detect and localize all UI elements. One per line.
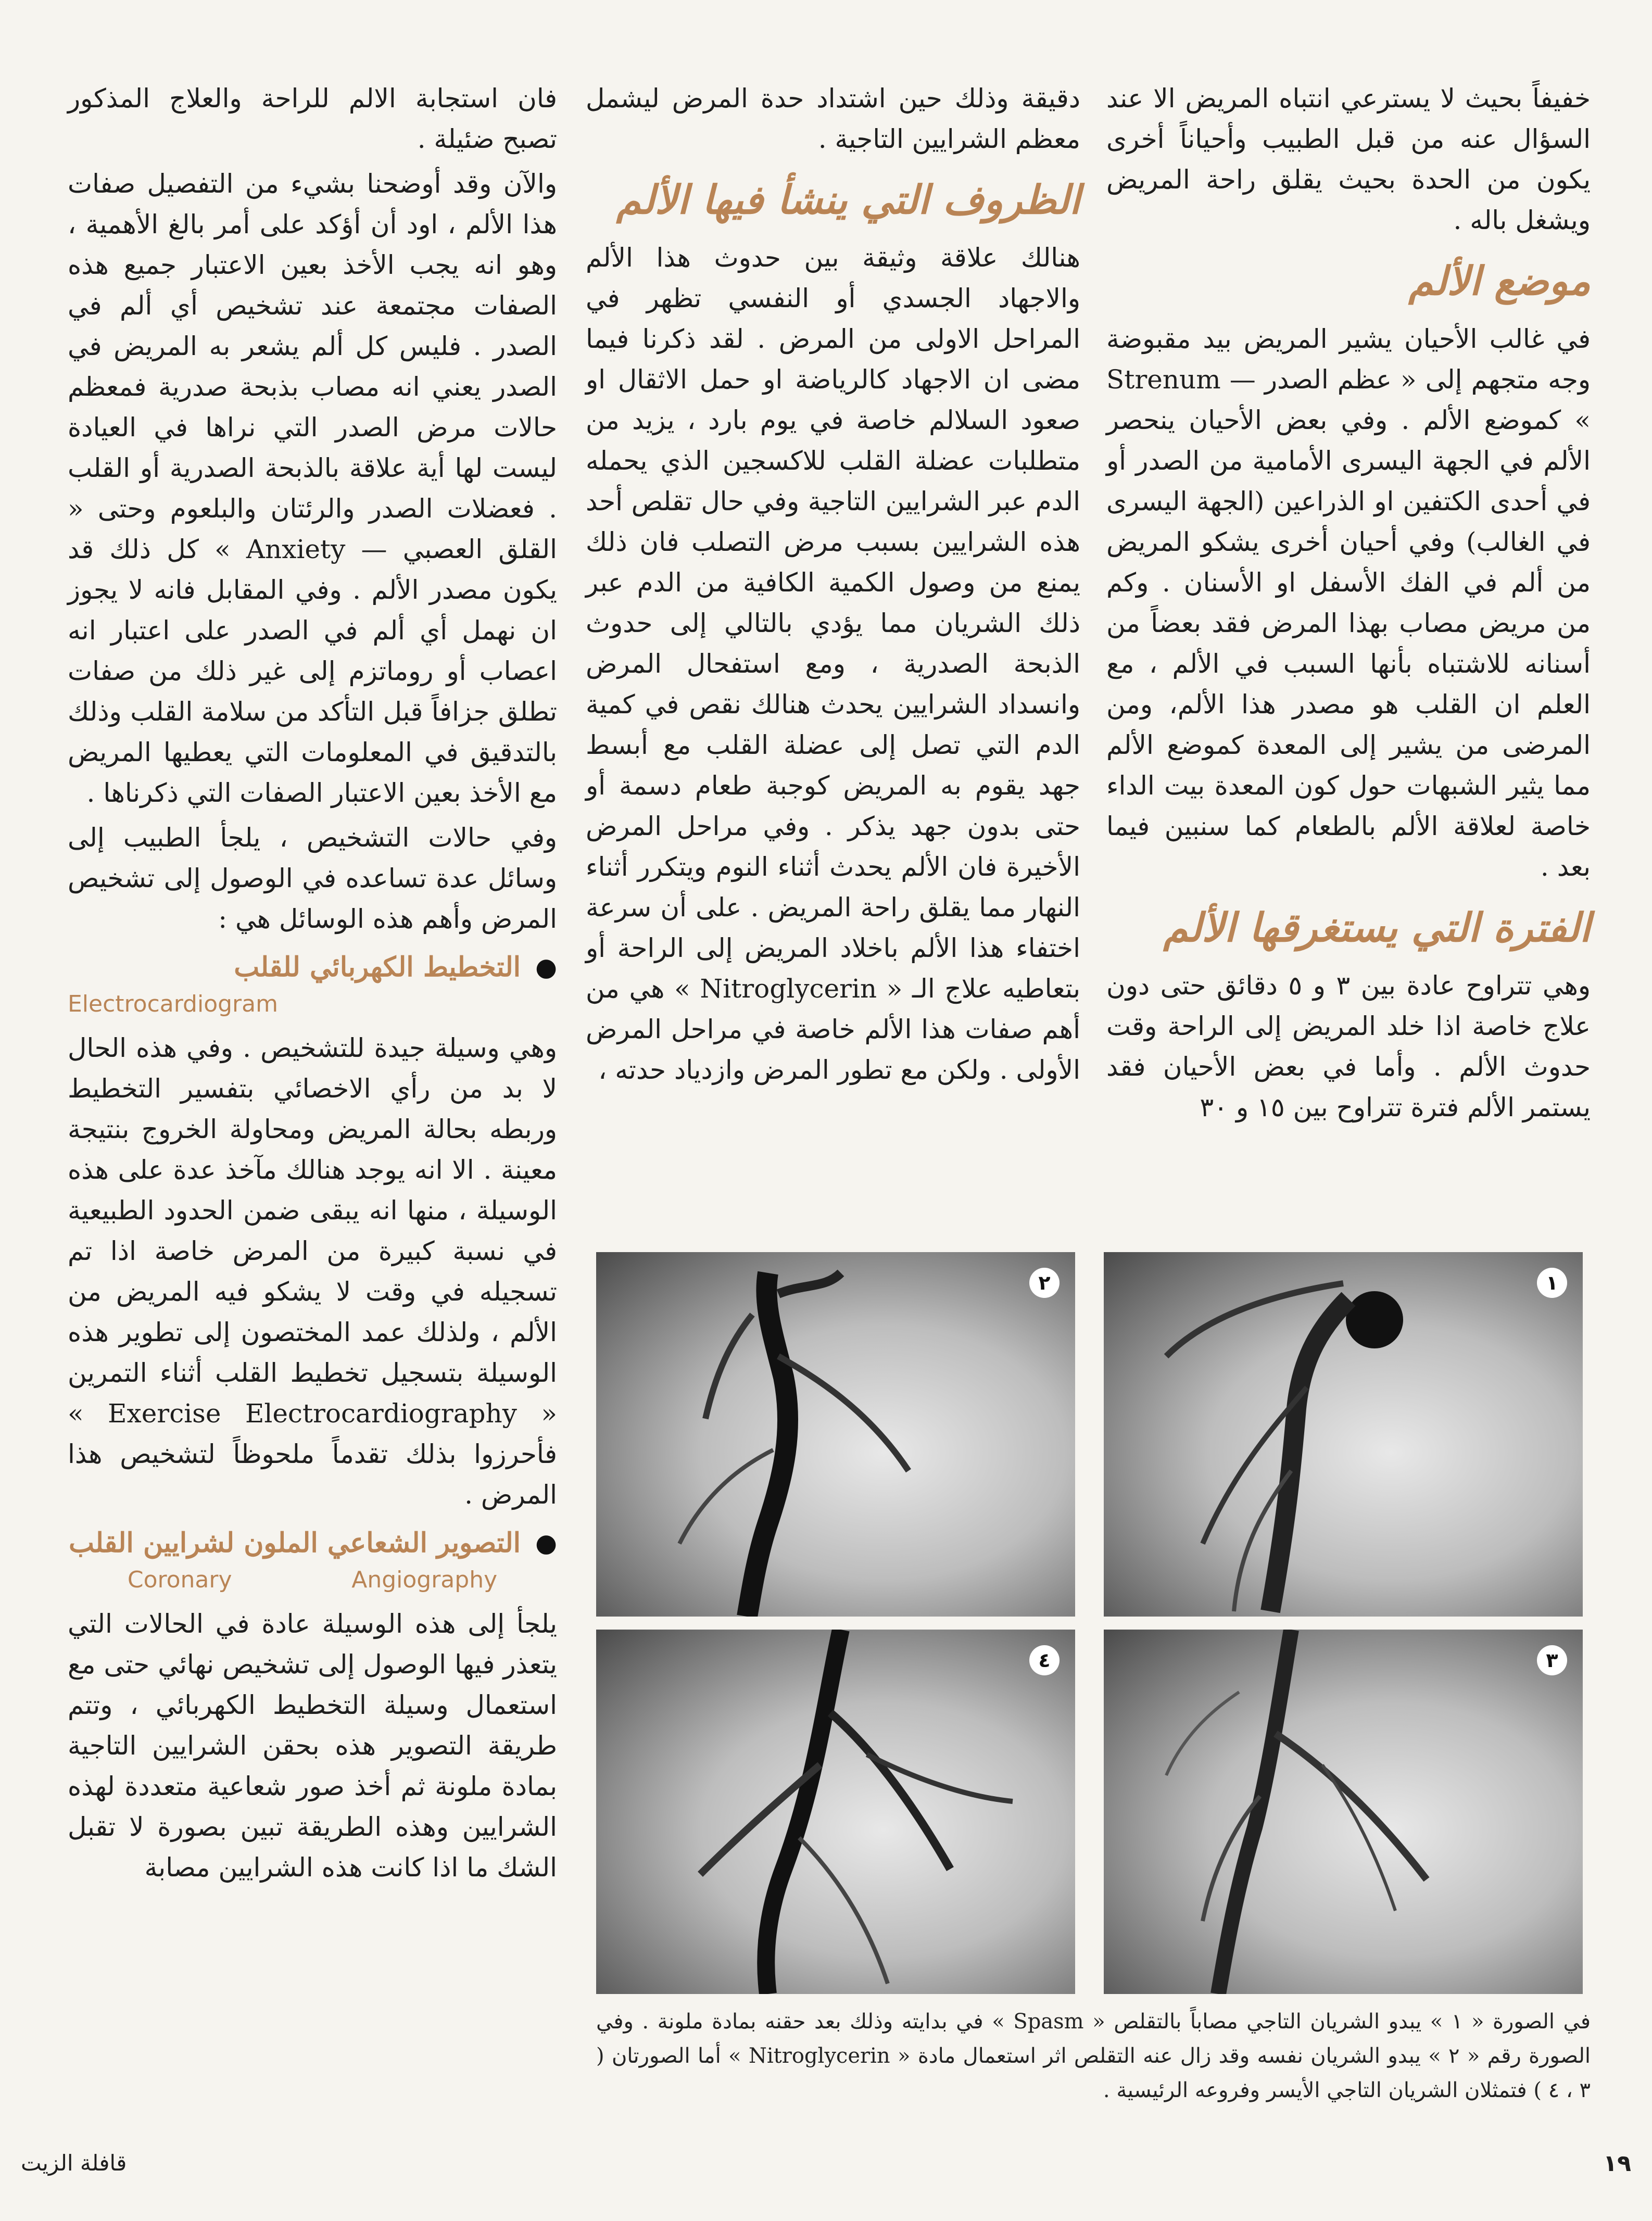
angiogram-image-2 (596, 1252, 1075, 1617)
section-heading-pain-duration: الفترة التي يستغرقها الألم (1163, 904, 1591, 951)
bullet-icon: ● (535, 1529, 557, 1558)
figure-number-badge: ١ (1537, 1268, 1567, 1298)
artery-drawing (1104, 1252, 1583, 1617)
magazine-name: قافلة الزيت (21, 2150, 127, 2176)
paragraph: وهي وسيلة جيدة للتشخيص . وفي هذه الحال لا بد من رأي الاخصائي بتفسير التخطيط وربطه بحالة المريض ومحاولة الخروج بنتيجة معينة . الا انه يوجد هنالك مآخذ عدة على هذه الوسيلة ، منها انه يبقى ضمن الحدود الطبيعية في نسبة كبيرة من المرض خاصة اذا تم تسجيله في وقت لا يشكو فيه المريض من الألم ، ولذلك عمد المختصون إلى تطوير هذه الوسيلة بتسجيل تخطيط القلب أثناء التمرين « Exercise Electrocardiography » فأحرزوا بذلك تقدماً ملحوظاً لتشخيص هذا المرض . (68, 1033, 558, 1510)
subheading-ecg-label: التخطيط الكهربائي للقلب (234, 951, 521, 983)
angiogram-figure-grid (596, 1252, 1591, 1986)
subheading-angiography (68, 1524, 557, 1562)
paragraph: هنالك علاقة وثيقة بين حدوث هذا الألم والاجهاد الجسدي أو النفسي تظهر في المراحل الاولى من المرض . لقد ذكرنا فيما مضى ان الاجهاد كالرياضة او حمل الاثقال او صعود السلالم خاصة في يوم بارد ، يزيد من متطلبات عضلة القلب للاكسجين الذي يحمله الدم عبر الشرايين التاجية وفي حال تقلص أحد هذه الشرايين بسبب مرض التصلب فان ذلك يمنع من وصول الكمية الكافية من الدم عبر ذلك الشريان مما يؤدي بالتالي إلى حدوث الذبحة الصدرية ، ومع استفحال المرض وانسداد الشرايين يحدث هنالك نقص في كمية الدم التي تصل إلى عضلة القلب مع أبسط جهد يقوم به المريض كوجبة طعام دسمة أو حتى بدون جهد يذكر . وفي مراحل المرض الأخيرة فان الألم يحدث أثناء النوم ويتكرر أثناء النهار مما يقلق راحة المريض . على أن سرعة اختفاء هذا الألم باخلاد المريض إلى الراحة أو بتعاطيه علاج الـ « Nitroglycerin » هي من أهم صفات هذا الألم خاصة في مراحل المرض الأولى . ولكن مع تطور المرض وازدياد حدته ، (586, 243, 1080, 1085)
paragraph: فان استجابة الالم للراحة والعلاج المذكور تصبح ضئيلة . (68, 83, 557, 154)
subheading-ecg (68, 949, 557, 986)
figure-number-badge: ٢ (1029, 1268, 1060, 1298)
figure-caption: في الصورة « ١ » يبدو الشريان التاجي مصاباً بالتقلص « Spasm » في بدايته وذلك بعد حقنه بمادة ملونة . وفي الصورة رقم « ٢ » يبدو الشريان نفسه وقد زال عنه التقلص اثر استعمال مادة « Nitroglycerin » أما الصورتان ( ٣ ، ٤ ) فتمثلان الشريان التاجي الأيسر وفروعه الرئيسية . (596, 2010, 1591, 2102)
subheading-angiography-latin (68, 1562, 557, 1598)
figure-number-badge: ٣ (1537, 1645, 1567, 1675)
section-heading-pain-location: موضع الألم (1408, 258, 1591, 304)
latin-word: Coronary (127, 1567, 232, 1593)
paragraph: والآن وقد أوضحنا بشيء من التفصيل صفات هذا الألم ، اود أن أؤكد على أمر بالغ الأهمية ، وهو انه يجب الأخذ بعين الاعتبار جميع هذه الصفات مجتمعة عند تشخيص أي ألم في الصدر . فليس كل ألم يشعر به المريض في الصدر يعني انه مصاب بذبحة صدرية فمعظم حالات مرض الصدر التي نراها في العيادة ليست لها أية علاقة بالذبحة الصدرية أو القلب . فعضلات الصدر والرئتان والبلعوم وحتى « القلق العصبي — Anxiety » كل ذلك قد يكون مصدر الألم . وفي المقابل فانه لا يجوز ان نهمل أي ألم في الصدر على اعتبار انه اعصاب أو روماتزم إلى غير ذلك من صفات تطلق جزافاً قبل التأكد من سلامة القلب وذلك بالتدقيق في المعلومات التي يعطيها المريض مع الأخذ بعين الاعتبار الصفات التي ذكرناها . (68, 169, 557, 808)
latin-word: Angiography (351, 1567, 498, 1593)
angiogram-image-1 (1104, 1252, 1583, 1617)
artery-drawing (596, 1252, 1075, 1617)
paragraph: وفي حالات التشخيص ، يلجأ الطبيب إلى وسائل عدة تساعده في الوصول إلى تشخيص المرض وأهم هذه الوسائل هي : (68, 823, 557, 934)
angiogram-image-3 (1104, 1630, 1583, 1994)
column-left (68, 78, 557, 1892)
figure-number-badge: ٤ (1029, 1645, 1060, 1675)
section-heading-pain-circumstances: الظروف التي ينشأ فيها الألم (616, 176, 1080, 223)
column-right (1106, 78, 1591, 1132)
paragraph: في غالب الأحيان يشير المريض بيد مقبوضة وجه متجهم إلى « عظم الصدر — Strenum » كموضع الألم . وفي بعض الأحيان ينحصر الألم في الجهة اليسرى الأمامية من الصدر أو في أحدى الكتفين او الذراعين (الجهة اليسرى في الغالب) وفي أحيان أخرى يشكو المريض من ألم في الفك الأسفل او الأسنان . وكم من مريض مصاب بهذا المرض فقد بعضاً من أسنانه للاشتباه بأنها السبب في الألم ، مع العلم ان القلب هو مصدر هذا الألم، ومن المرضى من يشير إلى المعدة كموضع الألم مما يثير الشبهات حول كون المعدة بيت الداء خاصة لعلاقة الألم بالطعام كما سنبين فيما بعد . (1106, 324, 1591, 882)
bullet-icon: ● (535, 953, 557, 982)
paragraph: خفيفاً بحيث لا يسترعي انتباه المريض الا عند السؤال عنه من قبل الطبيب وأحياناً أخرى يكون من الحدة بحيث يقلق راحة المريض ويشغل باله . (1106, 83, 1591, 235)
subheading-ecg-latin: Electrocardiogram (68, 991, 278, 1017)
subheading-angiography-label: التصوير الشعاعي الملون لشرايين القلب (69, 1527, 521, 1559)
paragraph: دقيقة وذلك حين اشتداد حدة المرض ليشمل معظم الشرايين التاجية . (586, 83, 1080, 154)
paragraph: وهي تتراوح عادة بين ٣ و ٥ دقائق حتى دون علاج خاصة اذا خلد المريض إلى الراحة وقت حدوث الألم . وأما في بعض الأحيان فقد يستمر الألم فترة تتراوح بين ١٥ و ٣٠ (1106, 970, 1591, 1122)
page-number: ١٩ (1603, 2150, 1631, 2177)
artery-drawing (596, 1630, 1075, 1994)
column-middle (586, 78, 1080, 1094)
angiogram-image-4 (596, 1630, 1075, 1994)
paragraph: يلجأ إلى هذه الوسيلة عادة في الحالات التي يتعذر فيها الوصول إلى تشخيص نهائي حتى مع استعمال وسيلة التخطيط الكهربائي ، وتتم طريقة التصوير هذه بحقن الشرايين التاجية بمادة ملونة ثم أخذ صور شعاعية متعددة لهذه الشرايين وهذه الطريقة تبين بصورة لا تقبل الشك ما اذا كانت هذه الشرايين مصابة (68, 1609, 557, 1883)
artery-drawing (1104, 1630, 1583, 1994)
